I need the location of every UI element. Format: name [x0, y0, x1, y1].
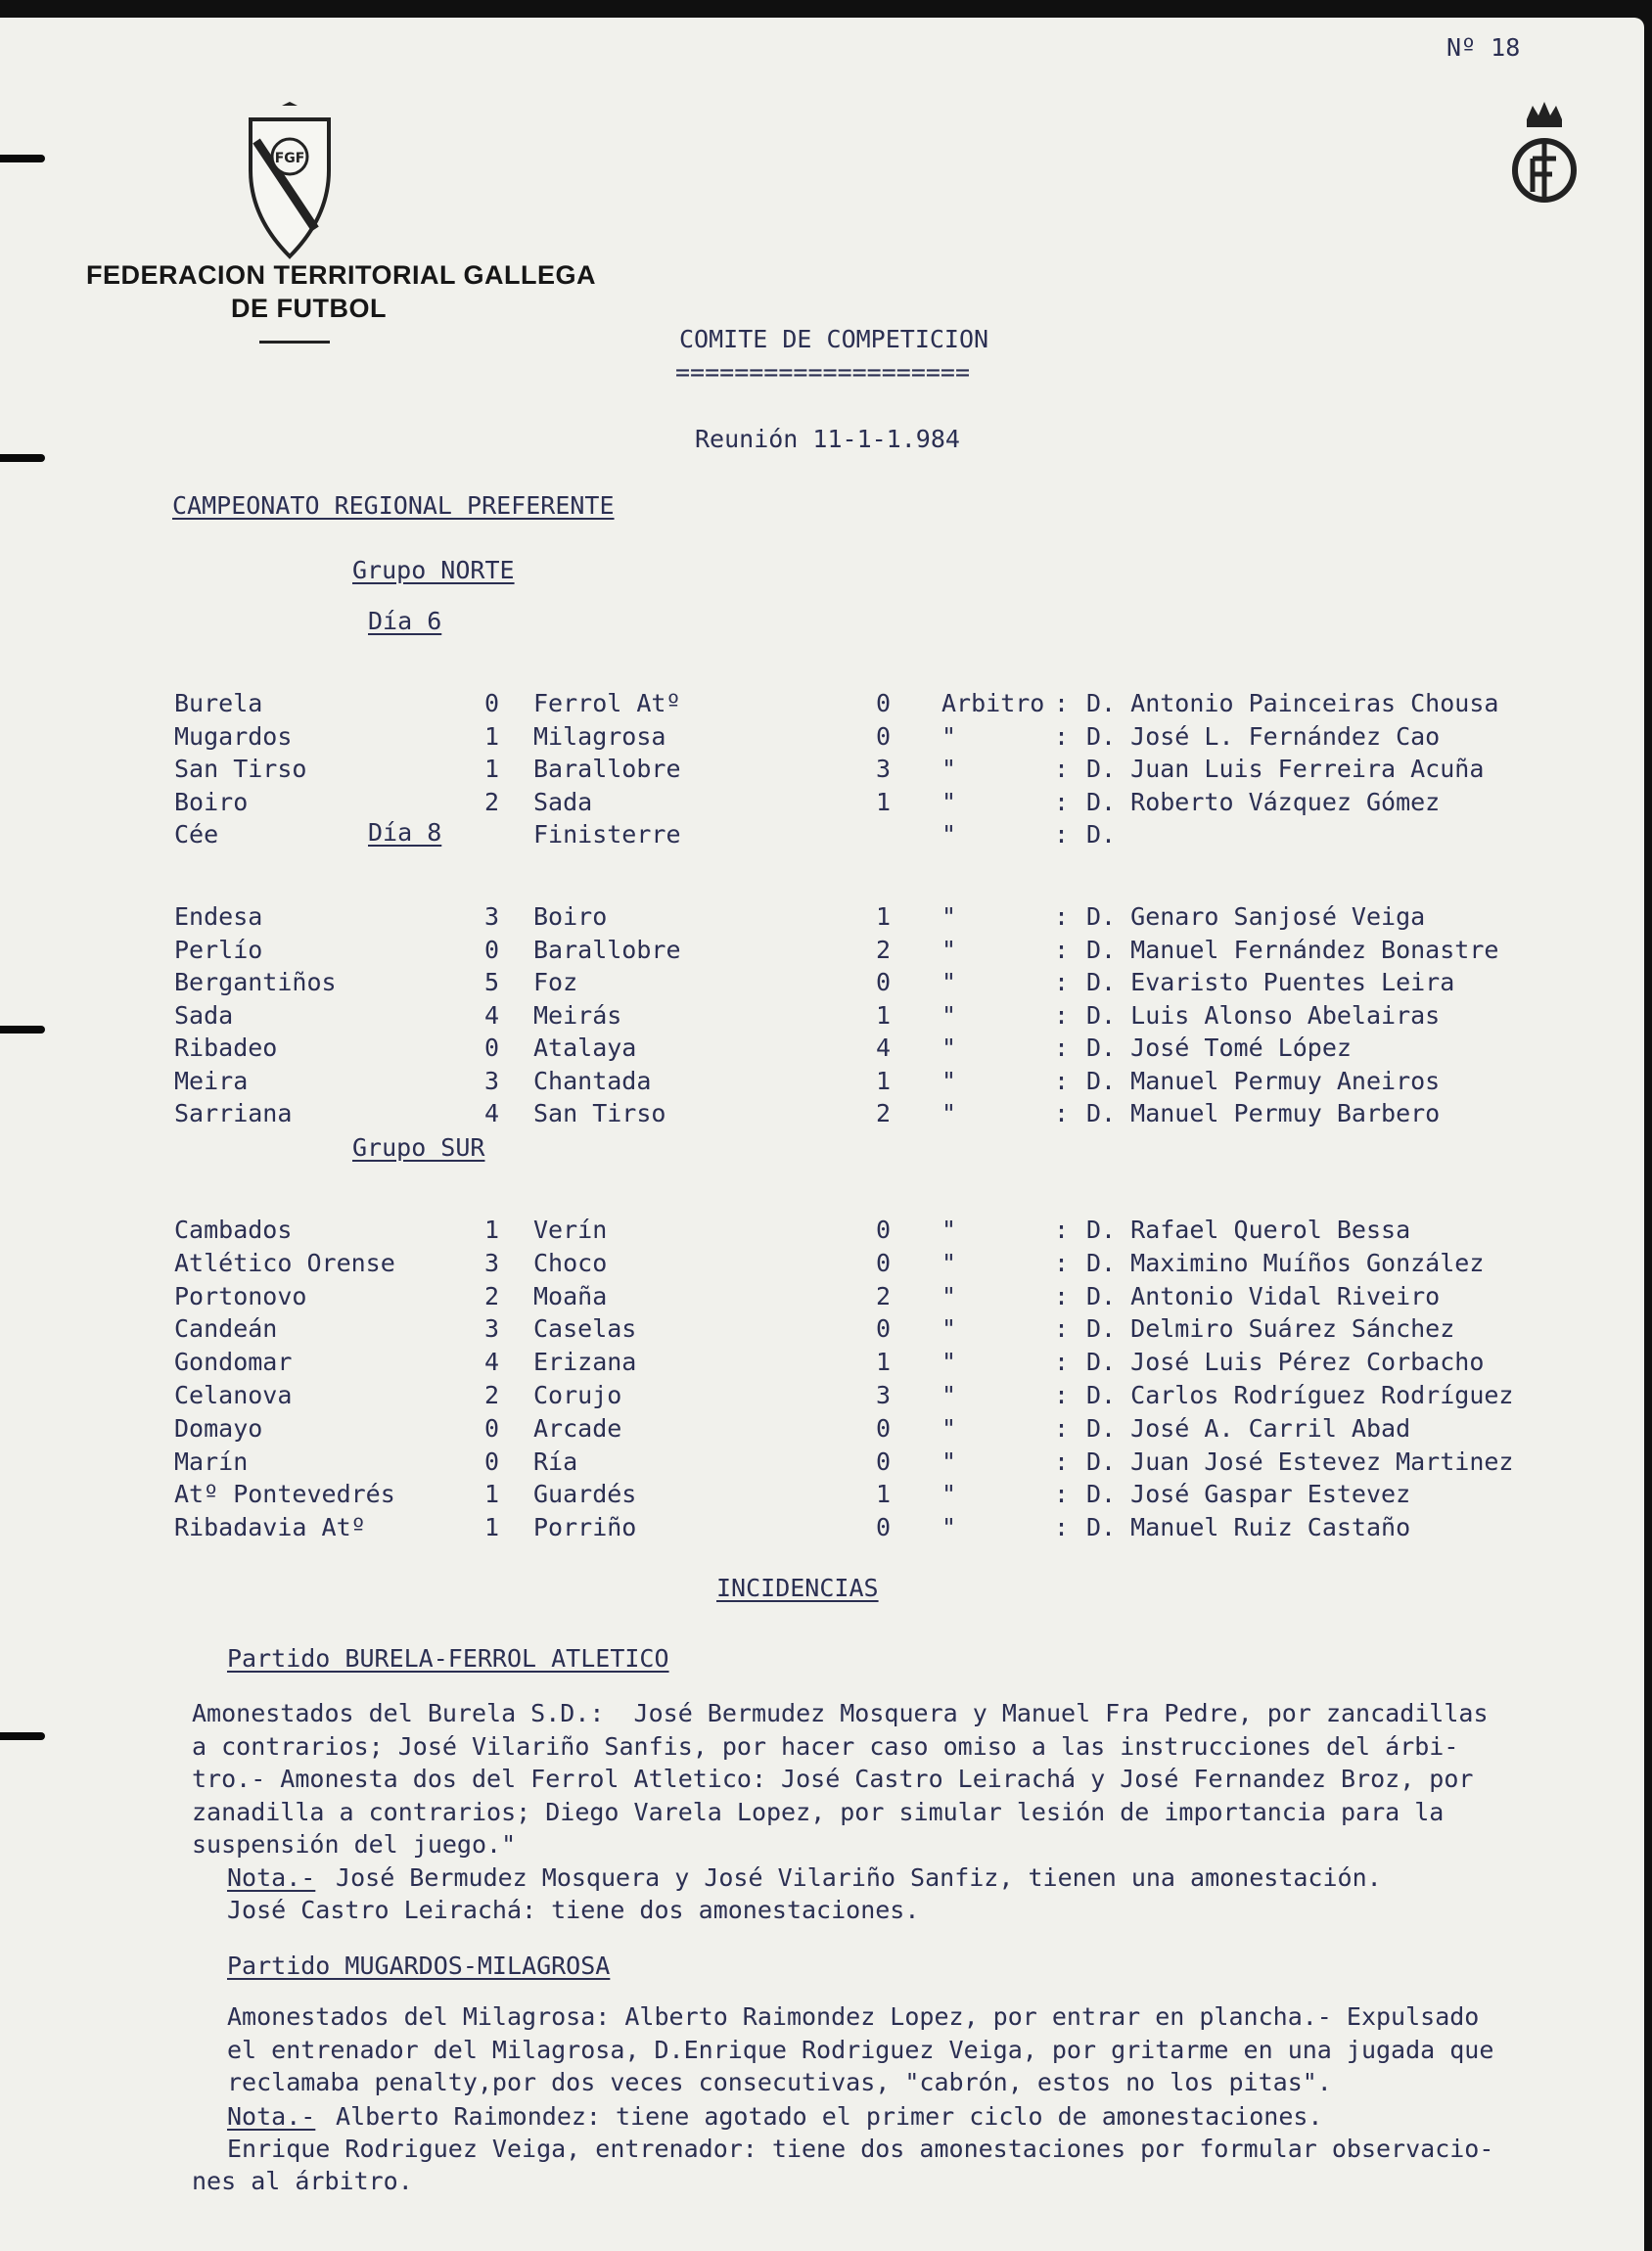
home-team: Meira	[174, 1066, 249, 1095]
away-goals: 3	[876, 755, 892, 783]
referee-role: "	[941, 1513, 957, 1542]
separator: :	[1054, 1447, 1070, 1476]
home-team: Domayo	[174, 1413, 263, 1443]
separator: :	[1054, 1348, 1070, 1377]
home-team: Endesa	[174, 902, 263, 931]
referee-role: "	[941, 1314, 957, 1344]
referee-name: D. Delmiro Suárez Sánchez	[1086, 1314, 1455, 1344]
referee-role: "	[941, 787, 957, 816]
referee-name: D. Carlos Rodríguez Rodríguez	[1086, 1381, 1514, 1409]
home-team: Cée	[174, 820, 219, 849]
home-team: Ribadeo	[174, 1034, 278, 1062]
match-row	[0, 1247, 1644, 1279]
home-team: Atº Pontevedrés	[174, 1480, 395, 1509]
report-line: Amonestados del Burela S.D.: José Bermudez Mosquera y Manuel Fra Pedre, por zancadillas	[192, 1699, 1489, 1727]
home-goals: 1	[484, 721, 500, 751]
page-number: Nº 18	[1446, 33, 1521, 62]
home-team: Gondomar	[174, 1348, 293, 1377]
referee-role: "	[941, 1281, 957, 1310]
match-row	[0, 720, 1644, 753]
away-goals: 1	[876, 1348, 892, 1377]
away-goals: 1	[876, 1000, 892, 1030]
separator: :	[1054, 1099, 1070, 1127]
away-team: Arcade	[533, 1413, 622, 1443]
home-goals: 1	[484, 755, 500, 783]
away-team: Foz	[533, 968, 578, 996]
referee-role: "	[941, 1216, 957, 1244]
referee-name: D. Antonio Painceiras Chousa	[1086, 689, 1499, 717]
group-norte-label: Grupo NORTE	[352, 556, 515, 584]
home-team: Atlético Orense	[174, 1248, 395, 1277]
home-team: Perlío	[174, 935, 263, 964]
home-team: Portonovo	[174, 1281, 307, 1310]
federation-shield-logo	[247, 102, 333, 260]
referee-role: "	[941, 1447, 957, 1476]
home-team: Bergantiños	[174, 968, 337, 996]
referee-name: D. José Luis Pérez Corbacho	[1086, 1348, 1485, 1377]
referee-name: D. José Gaspar Estevez	[1086, 1480, 1411, 1509]
home-goals: 1	[484, 1480, 500, 1509]
away-goals: 4	[876, 1034, 892, 1062]
away-team: Erizana	[533, 1348, 637, 1377]
referee-name: D. Manuel Permuy Aneiros	[1086, 1066, 1441, 1095]
away-goals: 0	[876, 1314, 892, 1344]
referee-name: D. José A. Carril Abad	[1086, 1413, 1411, 1443]
referee-name: D. Juan José Estevez Martinez	[1086, 1447, 1514, 1476]
match-row	[0, 999, 1644, 1032]
match-row	[0, 1478, 1644, 1510]
referee-name: D.	[1086, 820, 1117, 849]
home-team: San Tirso	[174, 755, 307, 783]
match-row	[0, 818, 1644, 850]
away-goals: 0	[876, 1413, 892, 1443]
referee-role: "	[941, 902, 957, 931]
referee-name: D. Genaro Sanjosé Veiga	[1086, 902, 1426, 931]
separator: :	[1054, 755, 1070, 783]
match-row	[0, 1511, 1644, 1543]
separator: :	[1054, 902, 1070, 931]
report-line: nes al árbitro.	[192, 2167, 413, 2195]
match-row	[0, 1312, 1644, 1345]
separator: :	[1054, 1000, 1070, 1030]
match-row	[0, 753, 1644, 785]
home-team: Sada	[174, 1000, 234, 1030]
home-team: Boiro	[174, 787, 249, 816]
separator: :	[1054, 1413, 1070, 1443]
referee-name: D. Rafael Querol Bessa	[1086, 1216, 1411, 1244]
away-team: Porriño	[533, 1513, 637, 1542]
home-goals: 4	[484, 1099, 500, 1127]
home-goals: 0	[484, 689, 500, 717]
away-team: Moaña	[533, 1281, 608, 1310]
report-line: el entrenador del Milagrosa, D.Enrique Rodriguez Veiga, por gritarme en una jugada que	[227, 2035, 1494, 2064]
home-goals: 3	[484, 1066, 500, 1095]
report-line: suspensión del juego."	[192, 1830, 517, 1859]
federation-underline	[259, 341, 330, 344]
home-goals: 1	[484, 1216, 500, 1244]
home-goals: 3	[484, 902, 500, 931]
document-title: COMITE DE COMPETICION	[679, 325, 989, 353]
away-team: San Tirso	[533, 1099, 666, 1127]
federation-name-line2: DE FUTBOL	[231, 294, 387, 323]
away-team: Ferrol Atº	[533, 689, 681, 717]
separator: :	[1054, 820, 1070, 849]
home-goals: 0	[484, 1413, 500, 1443]
match-row	[0, 687, 1644, 719]
referee-role: "	[941, 968, 957, 996]
separator: :	[1054, 689, 1070, 717]
home-goals: 4	[484, 1000, 500, 1030]
home-team: Cambados	[174, 1216, 293, 1244]
report-line: José Castro Leirachá: tiene dos amonestaciones.	[227, 1896, 920, 1924]
binder-hole	[0, 1732, 45, 1740]
away-goals: 0	[876, 721, 892, 751]
match-row	[0, 1097, 1644, 1129]
away-team: Guardés	[533, 1480, 637, 1509]
referee-role: "	[941, 1099, 957, 1127]
match-row	[0, 1032, 1644, 1064]
report-line: José Bermudez Mosquera y José Vilariño Sanfiz, tienen una amonestación.	[321, 1863, 1382, 1892]
away-goals: 0	[876, 1248, 892, 1277]
home-team: Burela	[174, 689, 263, 717]
referee-name: D. Evaristo Puentes Leira	[1086, 968, 1455, 996]
home-goals: 2	[484, 787, 500, 816]
incidencias-title: INCIDENCIAS	[716, 1574, 879, 1602]
away-team: Atalaya	[533, 1034, 637, 1062]
document-sheet	[0, 18, 1644, 2251]
away-team: Meirás	[533, 1000, 622, 1030]
report-line: Amonestados del Milagrosa: Alberto Raimondez Lopez, por entrar en plancha.- Expulsado	[227, 2002, 1480, 2031]
match-row	[0, 1065, 1644, 1097]
match-row	[0, 1412, 1644, 1445]
referee-role: "	[941, 1000, 957, 1030]
separator: :	[1054, 1314, 1070, 1344]
away-team: Caselas	[533, 1314, 637, 1344]
referee-role: "	[941, 755, 957, 783]
away-team: Choco	[533, 1248, 608, 1277]
away-team: Ría	[533, 1447, 578, 1476]
away-goals: 2	[876, 1099, 892, 1127]
referee-name: D. José Tomé López	[1086, 1034, 1352, 1062]
report-line: reclamaba penalty,por dos veces consecutivas, "cabrón, estos no los pitas".	[227, 2068, 1332, 2096]
title-rule: ====================	[675, 358, 971, 387]
separator: :	[1054, 721, 1070, 751]
referee-name: D. Roberto Vázquez Gómez	[1086, 787, 1441, 816]
group-sur-label: Grupo SUR	[352, 1133, 485, 1162]
separator: :	[1054, 1216, 1070, 1244]
home-goals: 4	[484, 1348, 500, 1377]
referee-name: D. Luis Alonso Abelairas	[1086, 1000, 1441, 1030]
referee-name: D. Antonio Vidal Riveiro	[1086, 1281, 1441, 1310]
report-line: tro.- Amonesta dos del Ferrol Atletico: José Castro Leirachá y José Fernandez Broz, por	[192, 1765, 1474, 1793]
match-row	[0, 900, 1644, 933]
referee-role: "	[941, 1034, 957, 1062]
away-goals: 3	[876, 1381, 892, 1409]
referee-name: D. Manuel Ruiz Castaño	[1086, 1513, 1411, 1542]
binder-hole	[0, 454, 45, 462]
home-team: Mugardos	[174, 721, 293, 751]
match-row	[0, 1346, 1644, 1378]
away-team: Verín	[533, 1216, 608, 1244]
referee-role: "	[941, 935, 957, 964]
referee-name: D. Manuel Fernández Bonastre	[1086, 935, 1499, 964]
match-row	[0, 1280, 1644, 1312]
referee-role: "	[941, 721, 957, 751]
rfef-crest-logo	[1511, 100, 1578, 221]
away-goals: 1	[876, 1066, 892, 1095]
away-team: Sada	[533, 787, 593, 816]
match-row	[0, 786, 1644, 818]
away-goals: 1	[876, 902, 892, 931]
referee-role: Arbitro	[941, 689, 1045, 717]
away-goals: 2	[876, 1281, 892, 1310]
separator: :	[1054, 1381, 1070, 1409]
separator: :	[1054, 1281, 1070, 1310]
away-team: Boiro	[533, 902, 608, 931]
home-goals: 2	[484, 1381, 500, 1409]
home-team: Ribadavia Atº	[174, 1513, 366, 1542]
away-team: Finisterre	[533, 820, 681, 849]
home-team: Candeán	[174, 1314, 278, 1344]
referee-role: "	[941, 1248, 957, 1277]
report-line: Alberto Raimondez: tiene agotado el primer ciclo de amonestaciones.	[321, 2102, 1323, 2131]
referee-name: D. Juan Luis Ferreira Acuña	[1086, 755, 1485, 783]
referee-role: "	[941, 1066, 957, 1095]
federation-name-line1: FEDERACION TERRITORIAL GALLEGA	[86, 260, 597, 290]
match2-nota-label: Nota.-	[227, 2102, 316, 2131]
referee-role: "	[941, 1381, 957, 1409]
away-goals: 0	[876, 689, 892, 717]
away-goals: 1	[876, 787, 892, 816]
separator: :	[1054, 787, 1070, 816]
away-team: Milagrosa	[533, 721, 666, 751]
referee-name: D. José L. Fernández Cao	[1086, 721, 1441, 751]
home-goals: 1	[484, 1513, 500, 1542]
away-team: Chantada	[533, 1066, 652, 1095]
referee-role: "	[941, 1480, 957, 1509]
home-goals: 0	[484, 935, 500, 964]
away-goals: 0	[876, 1513, 892, 1542]
meeting-date: Reunión 11-1-1.984	[695, 425, 960, 453]
referee-name: D. Maximino Muíños González	[1086, 1248, 1485, 1277]
home-goals: 0	[484, 1034, 500, 1062]
separator: :	[1054, 935, 1070, 964]
home-team: Celanova	[174, 1381, 293, 1409]
dia8-label: Día 8	[368, 818, 442, 847]
match-row	[0, 1214, 1644, 1246]
match-row	[0, 1379, 1644, 1411]
referee-role: "	[941, 1413, 957, 1443]
home-team: Sarriana	[174, 1099, 293, 1127]
away-team: Corujo	[533, 1381, 622, 1409]
away-team: Barallobre	[533, 935, 681, 964]
home-goals: 3	[484, 1314, 500, 1344]
match1-title: Partido BURELA-FERROL ATLETICO	[227, 1644, 669, 1673]
championship-title: CAMPEONATO REGIONAL PREFERENTE	[172, 491, 615, 520]
match-row	[0, 966, 1644, 998]
home-goals: 5	[484, 968, 500, 996]
referee-role: "	[941, 820, 957, 849]
report-line: a contrarios; José Vilariño Sanfis, por hacer caso omiso a las instrucciones del árbi-	[192, 1731, 1459, 1761]
report-line: zanadilla a contrarios; Diego Varela Lopez, por simular lesión de importancia para la	[192, 1797, 1445, 1826]
match-row	[0, 1446, 1644, 1478]
away-goals: 2	[876, 935, 892, 964]
separator: :	[1054, 1513, 1070, 1542]
home-goals: 0	[484, 1447, 500, 1476]
home-goals: 2	[484, 1281, 500, 1310]
match2-title: Partido MUGARDOS-MILAGROSA	[227, 1952, 611, 1980]
away-goals: 0	[876, 1216, 892, 1244]
home-goals: 3	[484, 1248, 500, 1277]
away-goals: 1	[876, 1480, 892, 1509]
separator: :	[1054, 1066, 1070, 1095]
separator: :	[1054, 1248, 1070, 1277]
separator: :	[1054, 1480, 1070, 1509]
match1-nota-label: Nota.-	[227, 1863, 316, 1892]
report-line: Enrique Rodriguez Veiga, entrenador: tiene dos amonestaciones por formular observacio-	[227, 2135, 1494, 2163]
dia6-label: Día 6	[368, 607, 442, 635]
away-goals: 0	[876, 968, 892, 996]
away-goals: 0	[876, 1447, 892, 1476]
separator: :	[1054, 1034, 1070, 1062]
away-team: Barallobre	[533, 755, 681, 783]
referee-name: D. Manuel Permuy Barbero	[1086, 1099, 1441, 1127]
separator: :	[1054, 968, 1070, 996]
binder-hole	[0, 155, 45, 162]
shield-lettering: FGF	[274, 151, 305, 166]
home-team: Marín	[174, 1447, 249, 1476]
referee-role: "	[941, 1348, 957, 1377]
match-row	[0, 934, 1644, 966]
